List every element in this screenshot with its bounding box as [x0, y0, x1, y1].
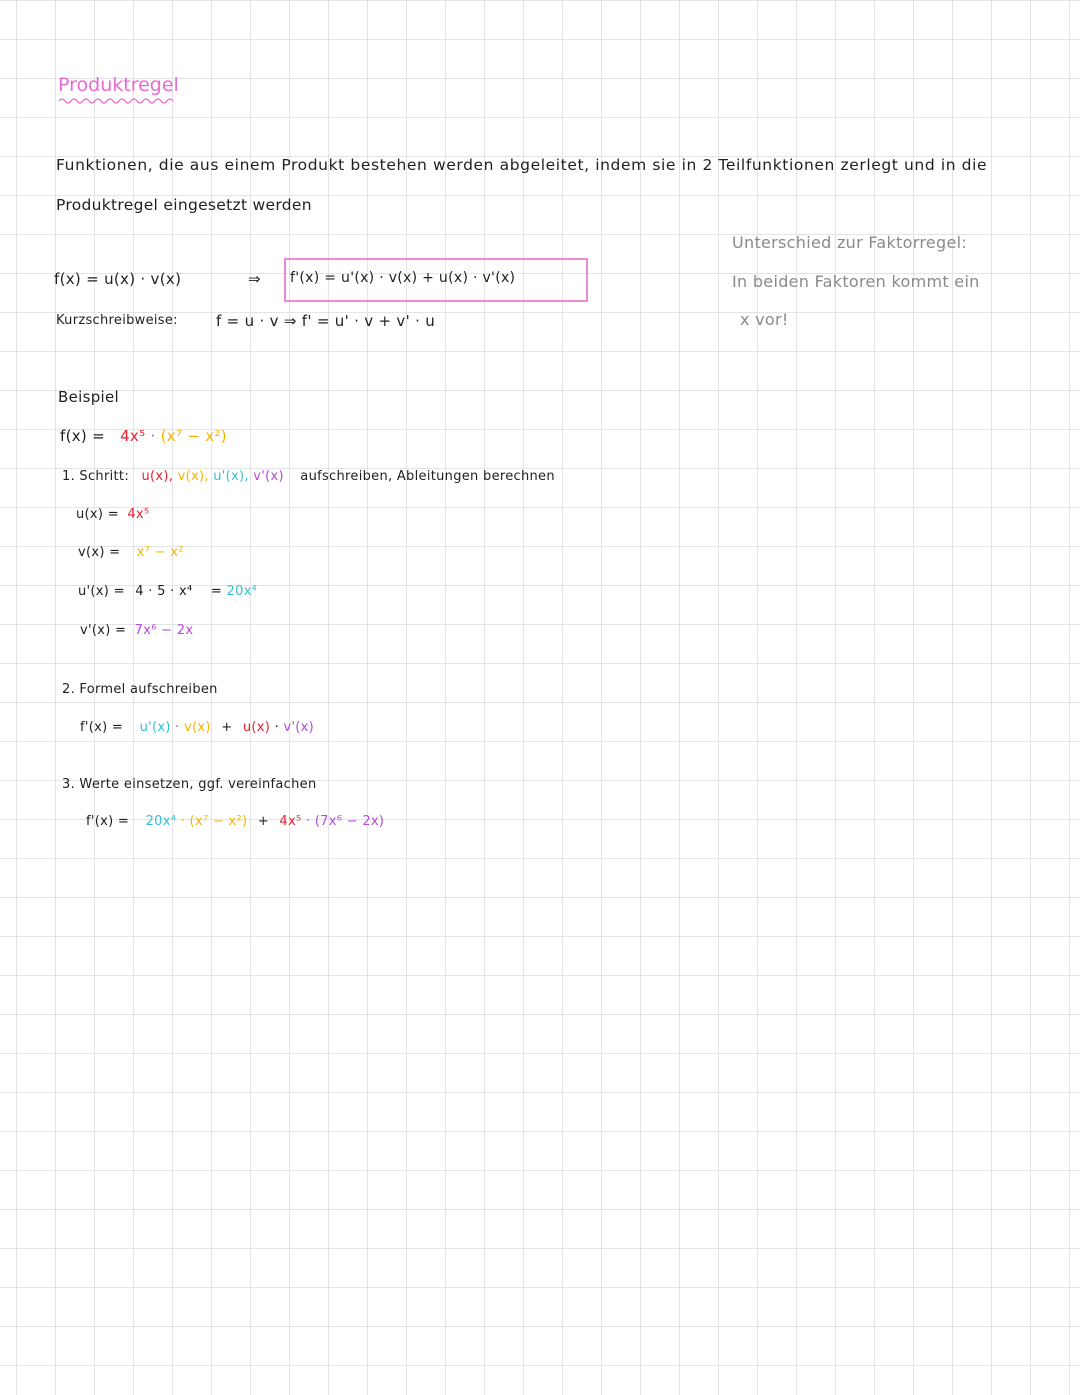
page-title: Produktregel	[58, 74, 179, 96]
step-3-u: 4x⁵	[279, 814, 302, 829]
dv-definition	[80, 623, 193, 638]
step-2-dot1: ·	[175, 720, 180, 735]
page-title-block	[58, 74, 179, 96]
example-heading: Beispiel	[58, 388, 119, 406]
step-2-u: u(x)	[242, 720, 271, 735]
du-label: u'(x) =	[78, 584, 125, 599]
short-notation-formula: f = u · v ⇒ f' = u' · v + v' · u	[216, 312, 436, 330]
step-2-dv: v'(x)	[283, 720, 315, 735]
step-1	[62, 469, 555, 484]
step-2-dot2: ·	[274, 720, 279, 735]
side-note-line-1: Unterschied zur Faktorregel:	[732, 233, 968, 252]
u-label: u(x) =	[76, 507, 119, 522]
step-1-v: v(x),	[177, 469, 209, 484]
step-3-plus: +	[257, 814, 269, 829]
step-1-dv: v'(x)	[253, 469, 284, 484]
u-value: 4x⁵	[127, 507, 150, 522]
implies-arrow: ⇒	[248, 270, 261, 288]
step-2-plus: +	[221, 720, 233, 735]
dv-value: 7x⁶ − 2x	[134, 623, 194, 638]
side-note-line-3: x vor!	[740, 310, 789, 329]
step-2-formula	[80, 720, 314, 735]
intro-line-2: Produktregel eingesetzt werden	[56, 196, 312, 214]
example-fx-u: 4x⁵	[120, 427, 146, 445]
step-2-label: 2. Formel aufschreiben	[62, 682, 218, 697]
step-3-dv: (7x⁶ − 2x)	[314, 814, 385, 829]
step-2-v: v(x)	[184, 720, 211, 735]
step-1-u: u(x),	[141, 469, 174, 484]
step-3-du: 20x⁴	[145, 814, 177, 829]
du-eq: =	[210, 584, 223, 599]
product-function: f(x) = u(x) · v(x)	[54, 270, 182, 288]
step-3-lhs: f'(x) =	[86, 814, 130, 829]
example-fx-label: f(x) =	[60, 427, 105, 445]
step-3-label: 3. Werte einsetzen, ggf. vereinfachen	[62, 777, 317, 792]
title-underline	[58, 96, 176, 106]
v-label: v(x) =	[78, 545, 121, 560]
du-result: 20x⁴	[226, 584, 258, 599]
short-notation-label: Kurzschreibweise:	[56, 313, 178, 328]
u-definition	[76, 507, 149, 522]
step-3-formula	[86, 814, 384, 829]
derivative-formula: f'(x) = u'(x) · v(x) + u(x) · v'(x)	[290, 270, 516, 286]
step-2-du: u'(x)	[139, 720, 171, 735]
v-definition	[78, 545, 184, 560]
v-value: x⁷ − x²	[136, 545, 184, 560]
du-calc: 4 · 5 · x⁴	[135, 584, 193, 599]
side-note-line-2: In beiden Faktoren kommt ein	[732, 272, 980, 291]
example-fx-dot: ·	[150, 427, 156, 445]
step-2-lhs: f'(x) =	[80, 720, 124, 735]
step-3-dot1: ·	[180, 814, 186, 829]
dv-label: v'(x) =	[80, 623, 127, 638]
example-fx-v: (x⁷ − x²)	[160, 427, 227, 445]
intro-line-1: Funktionen, die aus einem Produkt bestehen werden abgeleitet, indem sie in 2 Teilfunktionen zerlegt und in die	[56, 156, 988, 174]
du-definition	[78, 584, 257, 599]
step-1-text: aufschreiben, Ableitungen berechnen	[300, 469, 555, 484]
step-1-du: u'(x),	[213, 469, 249, 484]
step-3-dot2: ·	[305, 814, 311, 829]
step-1-label: 1. Schritt:	[62, 469, 130, 484]
step-3-v: (x⁷ − x²)	[189, 814, 248, 829]
example-function	[60, 427, 227, 445]
